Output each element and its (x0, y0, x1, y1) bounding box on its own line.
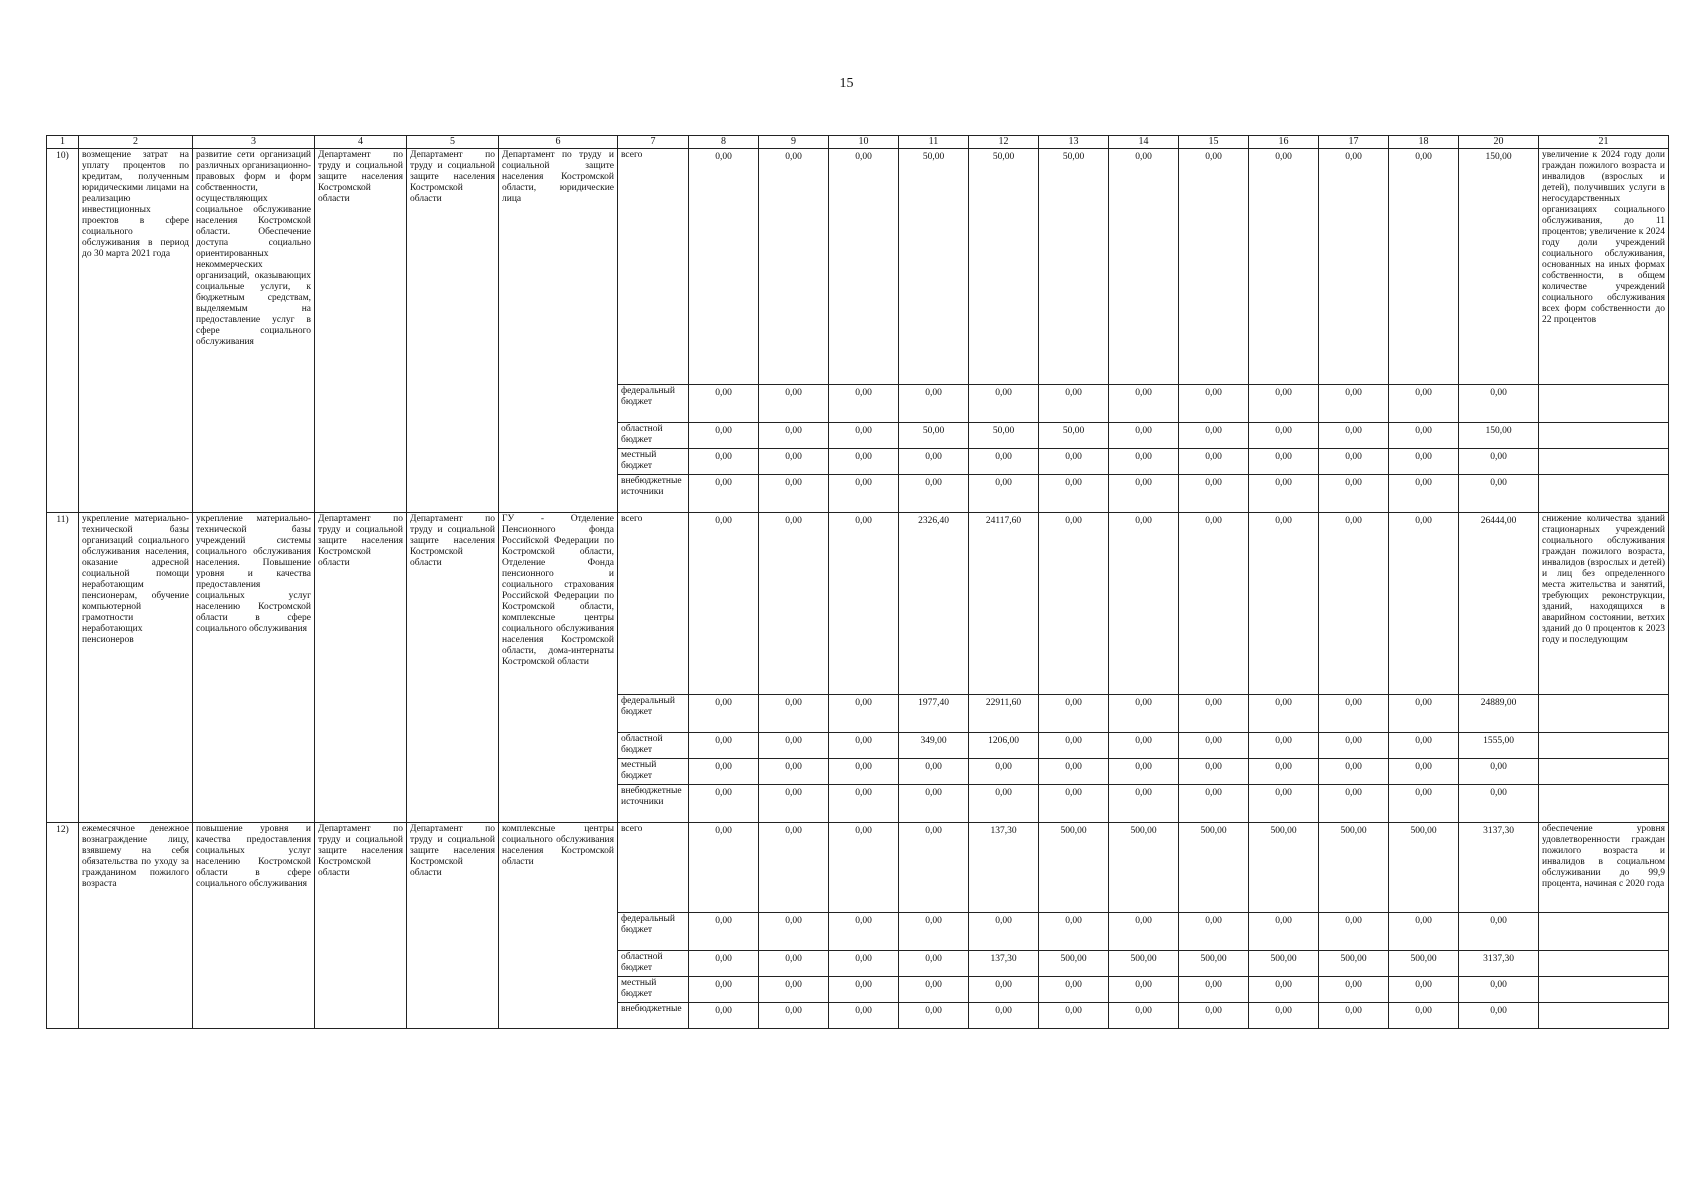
funding-value: 0,00 (1039, 385, 1109, 423)
funding-source: федеральный бюджет (618, 913, 689, 951)
funding-value: 0,00 (1389, 149, 1459, 385)
funding-value: 0,00 (1249, 475, 1319, 513)
funding-value: 0,00 (689, 785, 759, 823)
funding-value: 0,00 (1109, 513, 1179, 695)
funding-value: 0,00 (1179, 1003, 1249, 1029)
funding-value: 0,00 (759, 785, 829, 823)
expected-result (1539, 695, 1669, 733)
responsible-administrator: Департамент по труду и социальной защите населения Костромской области (315, 823, 407, 1029)
funding-value: 0,00 (829, 733, 899, 759)
funding-value: 0,00 (1249, 449, 1319, 475)
expected-result: обеспечение уровня удовлетворенности граждан пожилого возраста и инвалидов в социальном обслуживании до 99,9 процента, начиная с 2020 года (1539, 823, 1669, 913)
funding-value: 24117,60 (969, 513, 1039, 695)
funding-value: 0,00 (1319, 1003, 1389, 1029)
funding-value: 0,00 (1109, 733, 1179, 759)
expected-result (1539, 449, 1669, 475)
funding-value: 0,00 (1179, 733, 1249, 759)
funding-value: 0,00 (1249, 1003, 1319, 1029)
funding-value: 0,00 (1389, 733, 1459, 759)
funding-value: 0,00 (1039, 759, 1109, 785)
funding-value: 0,00 (1459, 1003, 1539, 1029)
expected-result (1539, 1003, 1669, 1029)
header-cell: 8 (689, 136, 759, 149)
funding-value: 0,00 (829, 449, 899, 475)
funding-value: 0,00 (1319, 449, 1389, 475)
funding-value: 0,00 (759, 423, 829, 449)
funding-value: 0,00 (689, 951, 759, 977)
funding-value: 0,00 (759, 385, 829, 423)
funding-value: 50,00 (969, 149, 1039, 385)
funding-value: 0,00 (689, 823, 759, 913)
funding-value: 0,00 (1249, 785, 1319, 823)
header-cell: 13 (1039, 136, 1109, 149)
funding-value: 0,00 (829, 785, 899, 823)
funding-value: 0,00 (1249, 977, 1319, 1003)
table-row (47, 149, 1669, 385)
funding-value: 0,00 (689, 149, 759, 385)
funding-value: 0,00 (899, 977, 969, 1003)
funding-value: 0,00 (1039, 913, 1109, 951)
funding-source: внебюджетные источники (618, 785, 689, 823)
measure-name: возмещение затрат на уплату процентов по кредитам, полученным юридическими лицами на реализацию инвестиционных проектов в сфере социального обслуживания в период до 30 марта 2021 года (79, 149, 193, 513)
expected-result: снижение количества зданий стационарных учреждений социального обслуживания граждан пожилого возраста, инвалидов (взрослых и детей) и лиц без определенного места жительства и занятий, требующих реконструкции, зданий, находящихся в аварийном состоянии, ветхих зданий до 0 процентов к 2023 году и последующим (1539, 513, 1669, 695)
responsible-executor: Департамент по труду и социальной защите населения Костромской области (407, 823, 499, 1029)
funding-value: 0,00 (1389, 785, 1459, 823)
funding-value: 24889,00 (1459, 695, 1539, 733)
funding-value: 0,00 (1249, 733, 1319, 759)
funding-value: 0,00 (689, 733, 759, 759)
funding-value: 0,00 (899, 385, 969, 423)
funding-value: 0,00 (969, 449, 1039, 475)
header-cell: 15 (1179, 136, 1249, 149)
funding-value: 0,00 (1319, 913, 1389, 951)
funding-value: 0,00 (1179, 785, 1249, 823)
funding-value: 1555,00 (1459, 733, 1539, 759)
funding-value: 0,00 (1179, 475, 1249, 513)
header-cell: 14 (1109, 136, 1179, 149)
funding-value: 0,00 (1039, 513, 1109, 695)
funding-value: 0,00 (1179, 913, 1249, 951)
page-number: 15 (839, 76, 854, 91)
funding-value: 0,00 (759, 823, 829, 913)
header-row (47, 136, 1669, 149)
funding-value: 0,00 (1249, 759, 1319, 785)
funding-source: всего (618, 149, 689, 385)
funding-value: 0,00 (689, 1003, 759, 1029)
funding-value: 0,00 (1109, 1003, 1179, 1029)
expected-result (1539, 475, 1669, 513)
funding-value: 50,00 (1039, 149, 1109, 385)
funding-value: 0,00 (1319, 513, 1389, 695)
funding-value: 0,00 (1179, 449, 1249, 475)
funding-value: 500,00 (1039, 823, 1109, 913)
funding-value: 3137,30 (1459, 823, 1539, 913)
funding-source: областной бюджет (618, 951, 689, 977)
funding-value: 500,00 (1249, 823, 1319, 913)
funding-value: 0,00 (1459, 449, 1539, 475)
header-cell: 12 (969, 136, 1039, 149)
funding-value: 500,00 (1179, 823, 1249, 913)
funding-value: 0,00 (1389, 513, 1459, 695)
expected-result (1539, 785, 1669, 823)
funding-source: областной бюджет (618, 423, 689, 449)
funding-value: 0,00 (1109, 977, 1179, 1003)
funding-value: 500,00 (1109, 823, 1179, 913)
funding-value: 0,00 (1459, 977, 1539, 1003)
expected-result (1539, 385, 1669, 423)
funding-value: 0,00 (899, 951, 969, 977)
responsible-administrator: Департамент по труду и социальной защите населения Костромской области (315, 149, 407, 513)
funding-value: 0,00 (969, 475, 1039, 513)
measure-number: 12) (47, 823, 79, 1029)
funding-value: 0,00 (1389, 759, 1459, 785)
funding-value: 0,00 (1319, 785, 1389, 823)
funding-value: 0,00 (899, 449, 969, 475)
funding-value: 50,00 (969, 423, 1039, 449)
funding-value: 0,00 (1179, 695, 1249, 733)
funding-source: федеральный бюджет (618, 385, 689, 423)
funding-value: 0,00 (689, 385, 759, 423)
funding-value: 0,00 (1319, 695, 1389, 733)
expected-result (1539, 951, 1669, 977)
measure-goal: укрепление материально-технической базы учреждений системы социального обслуживания населения. Повышение уровня и качества предоставления социальных услуг населению Костромской области в сфере социального обслуживания (193, 513, 315, 823)
funding-value: 0,00 (1389, 449, 1459, 475)
header-cell: 16 (1249, 136, 1319, 149)
funding-value: 26444,00 (1459, 513, 1539, 695)
measure-number: 11) (47, 513, 79, 823)
funding-value: 0,00 (1389, 977, 1459, 1003)
funding-value: 0,00 (759, 913, 829, 951)
expected-result: увеличение к 2024 году доли граждан пожилого возраста и инвалидов (взрослых и детей), получивших услуги в негосударственных организациях социального обслуживания, до 11 процентов; увеличение к 2024 году доли учреждений социального обслуживания, основанных на иных формах собственности, в общем количестве учреждений социального обслуживания всех форм собственности до 22 процентов (1539, 149, 1669, 385)
table-row (47, 513, 1669, 695)
funding-value: 0,00 (1179, 385, 1249, 423)
funding-value: 0,00 (829, 759, 899, 785)
funding-value: 0,00 (759, 759, 829, 785)
funding-value: 0,00 (899, 1003, 969, 1029)
funding-value: 0,00 (1109, 695, 1179, 733)
funding-source: областной бюджет (618, 733, 689, 759)
header-cell: 5 (407, 136, 499, 149)
funding-value: 0,00 (1249, 913, 1319, 951)
funding-source: местный бюджет (618, 449, 689, 475)
funding-value: 0,00 (1039, 977, 1109, 1003)
funding-source: всего (618, 823, 689, 913)
funding-value: 0,00 (899, 785, 969, 823)
funding-value: 0,00 (1039, 475, 1109, 513)
responsible-executor: Департамент по труду и социальной защите населения Костромской области (407, 149, 499, 513)
funding-value: 500,00 (1179, 951, 1249, 977)
funding-value: 0,00 (1109, 449, 1179, 475)
measure-number: 10) (47, 149, 79, 513)
funding-value: 0,00 (759, 475, 829, 513)
funding-value: 0,00 (1179, 423, 1249, 449)
funding-value: 0,00 (1109, 913, 1179, 951)
measure-participants: комплексные центры социального обслуживания населения Костромской области (499, 823, 618, 1029)
funding-value: 50,00 (1039, 423, 1109, 449)
funding-value: 0,00 (689, 695, 759, 733)
funding-value: 0,00 (1459, 785, 1539, 823)
header-cell: 4 (315, 136, 407, 149)
funding-value: 0,00 (1039, 449, 1109, 475)
funding-value: 0,00 (1109, 759, 1179, 785)
funding-value: 0,00 (899, 823, 969, 913)
funding-value: 0,00 (1179, 149, 1249, 385)
funding-value: 0,00 (689, 475, 759, 513)
funding-value: 0,00 (1249, 513, 1319, 695)
funding-value: 500,00 (1389, 951, 1459, 977)
funding-value: 0,00 (1249, 695, 1319, 733)
funding-value: 0,00 (969, 785, 1039, 823)
funding-value: 0,00 (1319, 385, 1389, 423)
funding-value: 0,00 (689, 513, 759, 695)
responsible-executor: Департамент по труду и социальной защите населения Костромской области (407, 513, 499, 823)
funding-value: 0,00 (1039, 1003, 1109, 1029)
funding-value: 0,00 (1039, 695, 1109, 733)
funding-value: 0,00 (759, 149, 829, 385)
funding-value: 0,00 (1109, 149, 1179, 385)
funding-value: 0,00 (689, 977, 759, 1003)
funding-value: 0,00 (1249, 149, 1319, 385)
header-cell: 20 (1459, 136, 1539, 149)
funding-value: 0,00 (689, 423, 759, 449)
funding-value: 150,00 (1459, 149, 1539, 385)
funding-value: 0,00 (829, 385, 899, 423)
funding-value: 0,00 (1109, 423, 1179, 449)
funding-value: 0,00 (1389, 475, 1459, 513)
funding-value: 500,00 (1039, 951, 1109, 977)
funding-value: 0,00 (1039, 785, 1109, 823)
header-cell: 7 (618, 136, 689, 149)
funding-value: 137,30 (969, 951, 1039, 977)
funding-value: 500,00 (1319, 823, 1389, 913)
header-cell: 18 (1389, 136, 1459, 149)
funding-value: 0,00 (1109, 785, 1179, 823)
funding-value: 1977,40 (899, 695, 969, 733)
expected-result (1539, 977, 1669, 1003)
funding-value: 0,00 (1249, 423, 1319, 449)
funding-value: 0,00 (969, 977, 1039, 1003)
funding-value: 3137,30 (1459, 951, 1539, 977)
measure-goal: повышение уровня и качества предоставления социальных услуг населению Костромской области в сфере социального обслуживания (193, 823, 315, 1029)
funding-value: 0,00 (1319, 149, 1389, 385)
funding-value: 0,00 (1459, 385, 1539, 423)
header-cell: 6 (499, 136, 618, 149)
funding-value: 0,00 (829, 823, 899, 913)
funding-value: 0,00 (829, 977, 899, 1003)
table-row (47, 823, 1669, 913)
funding-value: 0,00 (759, 513, 829, 695)
funding-source: местный бюджет (618, 759, 689, 785)
funding-value: 50,00 (899, 149, 969, 385)
measure-participants: ГУ - Отделение Пенсионного фонда Российской Федерации по Костромской области, Отделение Фонда пенсионного и социального страхования Российской Федерации по Костромской области, комплексные центры социального обслуживания населения Костромской области, дома-интернаты Костромской области (499, 513, 618, 823)
funding-value: 0,00 (759, 695, 829, 733)
funding-value: 0,00 (1109, 385, 1179, 423)
funding-value: 0,00 (1319, 759, 1389, 785)
funding-value: 0,00 (969, 385, 1039, 423)
expected-result (1539, 913, 1669, 951)
funding-value: 0,00 (1389, 385, 1459, 423)
funding-value: 0,00 (1319, 977, 1389, 1003)
funding-value: 0,00 (1319, 423, 1389, 449)
funding-value: 0,00 (1459, 475, 1539, 513)
funding-value: 0,00 (759, 449, 829, 475)
funding-value: 500,00 (1319, 951, 1389, 977)
responsible-administrator: Департамент по труду и социальной защите населения Костромской области (315, 513, 407, 823)
funding-value: 0,00 (899, 759, 969, 785)
program-measures-table (46, 135, 1669, 1029)
funding-value: 0,00 (1249, 385, 1319, 423)
funding-value: 0,00 (689, 913, 759, 951)
funding-value: 0,00 (829, 423, 899, 449)
funding-value: 0,00 (829, 913, 899, 951)
header-cell: 11 (899, 136, 969, 149)
funding-source: федеральный бюджет (618, 695, 689, 733)
funding-value: 0,00 (1319, 733, 1389, 759)
funding-value: 2326,40 (899, 513, 969, 695)
funding-source: местный бюджет (618, 977, 689, 1003)
expected-result (1539, 423, 1669, 449)
funding-value: 1206,00 (969, 733, 1039, 759)
funding-value: 0,00 (1389, 695, 1459, 733)
funding-value: 0,00 (1459, 913, 1539, 951)
funding-value: 22911,60 (969, 695, 1039, 733)
funding-value: 0,00 (1109, 475, 1179, 513)
funding-value: 50,00 (899, 423, 969, 449)
funding-value: 0,00 (759, 1003, 829, 1029)
funding-value: 0,00 (969, 759, 1039, 785)
funding-value: 349,00 (899, 733, 969, 759)
funding-value: 0,00 (1179, 977, 1249, 1003)
funding-value: 0,00 (969, 913, 1039, 951)
funding-value: 0,00 (1389, 423, 1459, 449)
funding-value: 0,00 (759, 733, 829, 759)
expected-result (1539, 733, 1669, 759)
funding-value: 0,00 (829, 475, 899, 513)
funding-value: 0,00 (829, 513, 899, 695)
header-cell: 17 (1319, 136, 1389, 149)
header-cell: 10 (829, 136, 899, 149)
funding-source: внебюджетные (618, 1003, 689, 1029)
header-cell: 2 (79, 136, 193, 149)
funding-value: 0,00 (1389, 1003, 1459, 1029)
funding-value: 0,00 (689, 449, 759, 475)
measure-name: укрепление материально-технической базы организаций социального обслуживания населения, оказание адресной социальной помощи неработающим пенсионерам, обучение компьютерной грамотности неработающих пенсионеров (79, 513, 193, 823)
funding-value: 0,00 (969, 1003, 1039, 1029)
header-cell: 9 (759, 136, 829, 149)
funding-value: 150,00 (1459, 423, 1539, 449)
header-cell: 21 (1539, 136, 1669, 149)
funding-value: 0,00 (899, 913, 969, 951)
funding-value: 0,00 (1459, 759, 1539, 785)
funding-value: 500,00 (1249, 951, 1319, 977)
measure-name: ежемесячное денежное вознаграждение лицу, взявшему на себя обязательства по уходу за гражданином пожилого возраста (79, 823, 193, 1029)
measure-participants: Департамент по труду и социальной защите населения Костромской области, юридические лица (499, 149, 618, 513)
header-cell: 3 (193, 136, 315, 149)
funding-value: 0,00 (829, 149, 899, 385)
funding-value: 137,30 (969, 823, 1039, 913)
funding-value: 0,00 (1179, 759, 1249, 785)
header-cell: 1 (47, 136, 79, 149)
funding-value: 500,00 (1109, 951, 1179, 977)
funding-value: 0,00 (1039, 733, 1109, 759)
funding-value: 0,00 (1389, 913, 1459, 951)
funding-source: всего (618, 513, 689, 695)
funding-value: 0,00 (1319, 475, 1389, 513)
funding-value: 0,00 (1179, 513, 1249, 695)
funding-value: 0,00 (689, 759, 759, 785)
funding-value: 0,00 (759, 977, 829, 1003)
funding-value: 0,00 (759, 951, 829, 977)
funding-value: 0,00 (899, 475, 969, 513)
funding-value: 500,00 (1389, 823, 1459, 913)
measure-goal: развитие сети организаций различных организационно-правовых форм и форм собственности, осуществляющих социальное обслуживание населения Костромской области. Обеспечение доступа социально ориентированных некоммерческих организаций, оказывающих социальные услуги, к бюджетным средствам, выделяемым на предоставление услуг в сфере социального обслуживания (193, 149, 315, 513)
funding-source: внебюджетные источники (618, 475, 689, 513)
funding-value: 0,00 (829, 695, 899, 733)
expected-result (1539, 759, 1669, 785)
funding-value: 0,00 (829, 951, 899, 977)
funding-value: 0,00 (829, 1003, 899, 1029)
